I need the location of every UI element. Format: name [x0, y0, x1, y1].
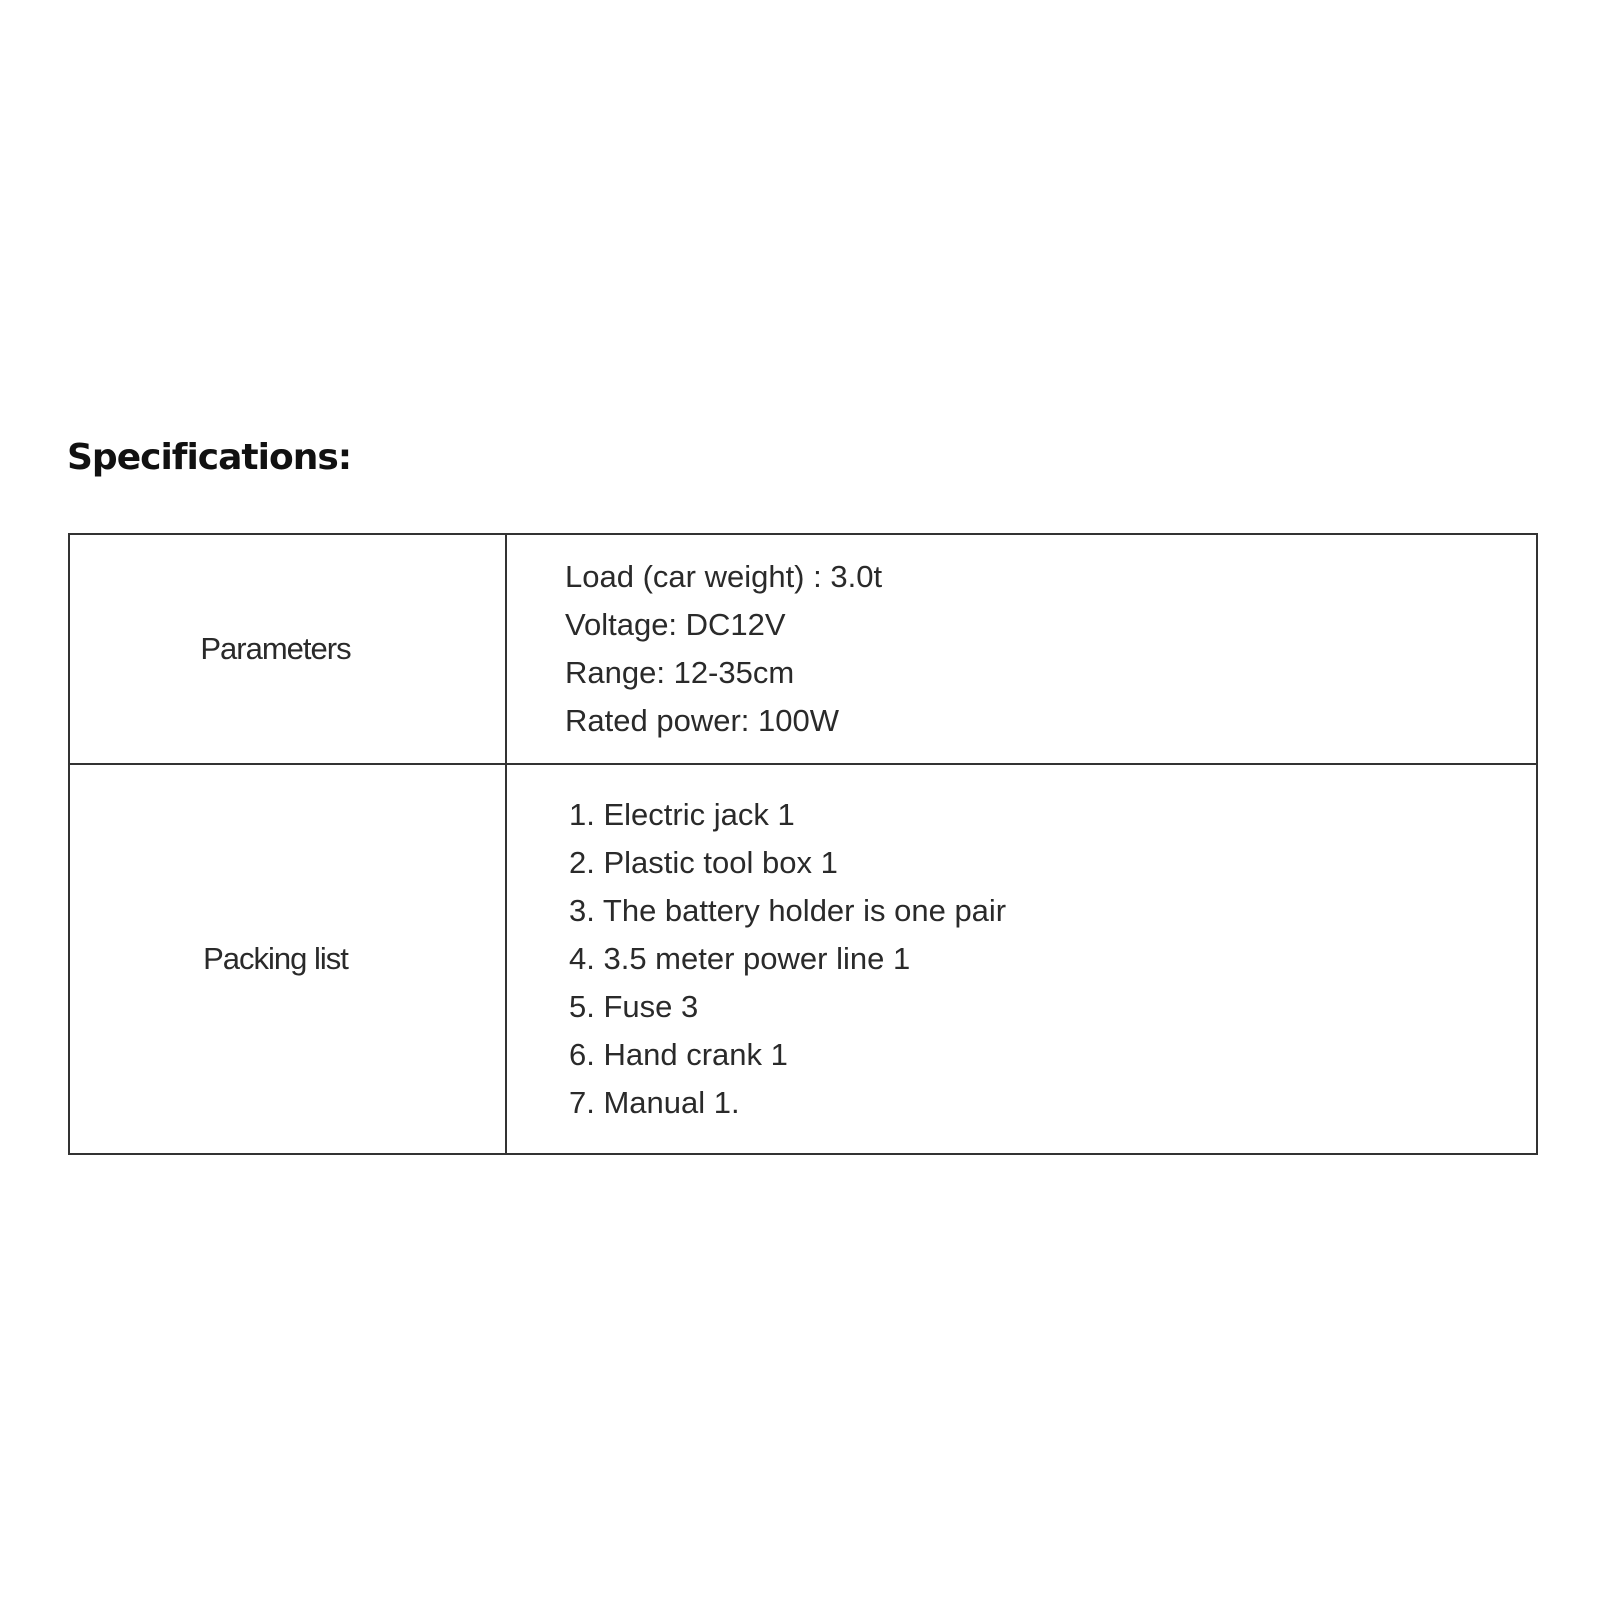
table-row-parameters: [69, 534, 1537, 764]
list-item: Rated power: 100W: [565, 703, 839, 738]
list-item: 4. 3.5 meter power line 1: [569, 941, 911, 976]
packing-list-label-cell: [69, 764, 506, 1154]
list-item: Range: 12-35cm: [565, 655, 795, 690]
list-item: 2. Plastic tool box 1: [569, 845, 838, 880]
list-item: 1. Electric jack 1: [569, 797, 795, 832]
list-item: 5. Fuse 3: [569, 989, 699, 1024]
list-item: 6. Hand crank 1: [569, 1037, 788, 1072]
parameters-list: [507, 553, 1536, 745]
table-row-packing-list: [69, 764, 1537, 1154]
packing-list-value-cell: [506, 764, 1537, 1154]
list-item: Voltage: DC12V: [565, 607, 786, 642]
parameters-label: Parameters: [200, 631, 351, 666]
parameters-value-cell: [506, 534, 1537, 764]
list-item: 7. Manual 1.: [569, 1085, 740, 1120]
list-item: Load (car weight) : 3.0t: [565, 559, 883, 594]
list-item: 3. The battery holder is one pair: [569, 893, 1007, 928]
page-title: Specifications:: [67, 437, 352, 478]
parameters-label-cell: [69, 534, 506, 764]
specifications-table: [68, 533, 1538, 1155]
packing-list: [507, 791, 1536, 1127]
packing-list-label: Packing list: [203, 941, 348, 976]
